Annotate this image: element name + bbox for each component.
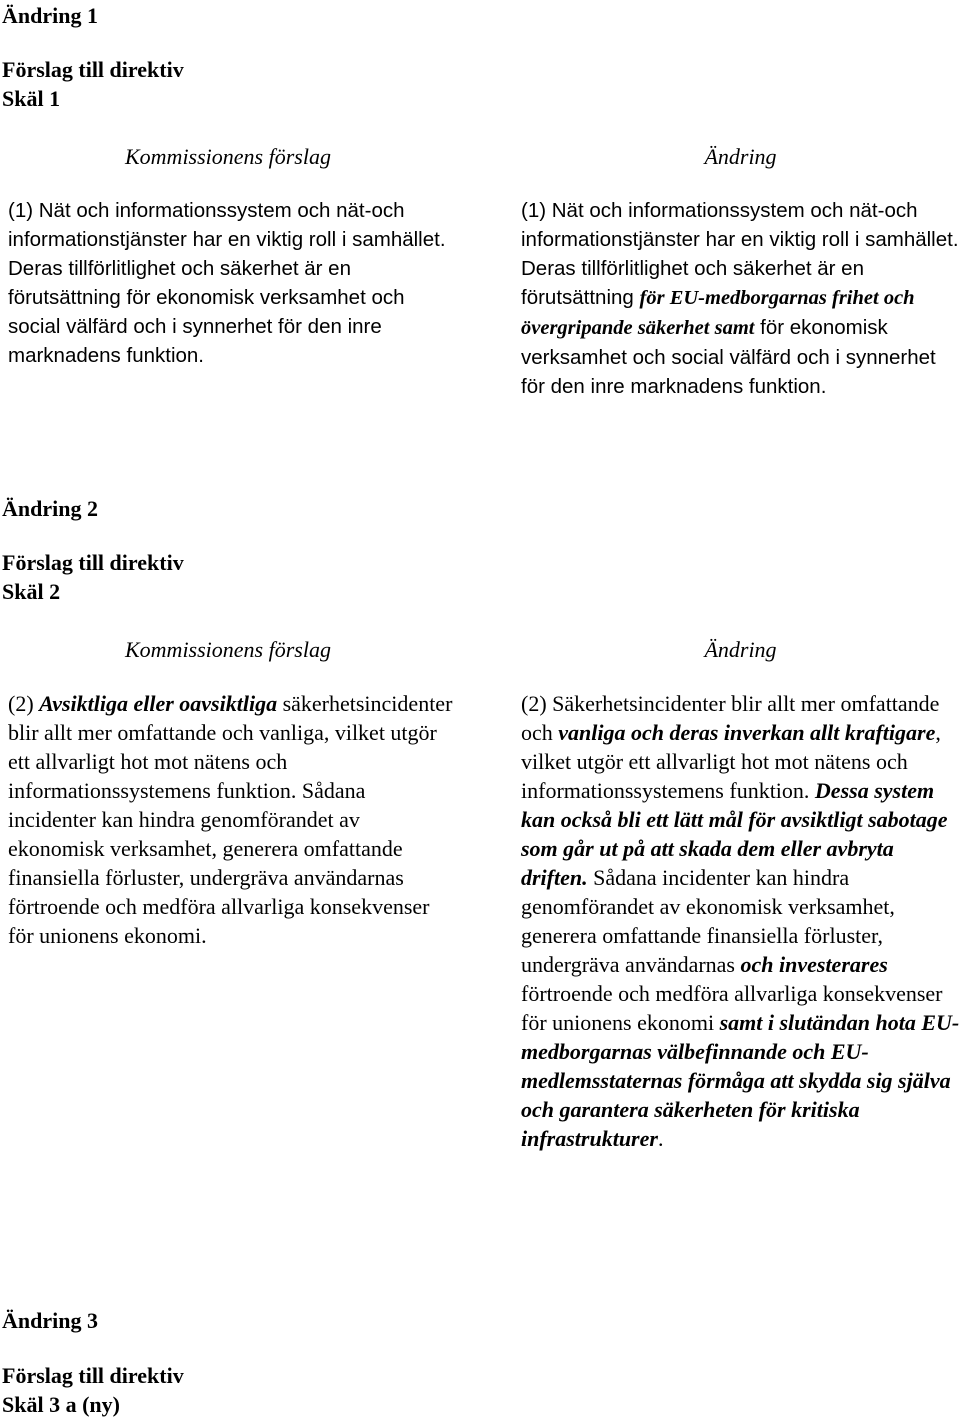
amendment-2-title: Ändring 2 [2,496,98,521]
amendment-1-recital-label: Skäl 1 [2,86,61,111]
amendment-3-proposal-label: Förslag till direktiv [2,1363,184,1388]
amendment-1-left-header: Kommissionens förslag [125,144,331,169]
amendment-1-right-part-3: för ekonomisk verksamhet och social välfärd och i synnerhet för den inre marknadens funktion. [521,316,936,398]
amendment-2-right-added-text-1: vanliga och deras inverkan allt kraftigare [558,720,936,745]
amendment-2-commission-text [8,689,458,950]
amendment-1-amendment-text [521,196,960,401]
amendment-3-title: Ändring 3 [2,1308,98,1333]
amendment-1-title: Ändring 1 [2,3,98,28]
amendment-1-commission-text: (1) Nät och informationssystem och nät-och informationstjänster har en viktig roll i samhället. Deras tillförlitlighet och säkerhet är en förutsättning för ekonomisk verksamhet och social välfärd och i synnerhet för den inre marknadens funktion. [8,199,446,367]
amendment-2-left-part-3: säkerhetsincidenter blir allt mer omfattande och vanliga, vilket utgör ett allvarligt hot mot nätens och informationssystemens funktion. Sådana incidenter kan hindra genomförandet av ekonomisk verksamhet, generera omfattande finansiella förluster, undergräva användarnas förtroende och medföra allvarliga konsekvenser för unionens ekonomi. [8,691,453,948]
amendment-1-right-part-1: (1) Nät och informationssystem och nät-och informationstjänster har en viktig roll i samhället. Deras tillförlitlighet och säkerhet är en förutsättning [521,199,959,309]
amendment-1-right-header: Ändring [704,144,777,169]
amendment-2-left-removed-text: Avsiktliga eller oavsiktliga [39,691,278,716]
amendment-3-recital-label: Skäl 3 a (ny) [2,1392,120,1417]
amendment-2-right-added-text-4: samt i slutändan hota EU-medborgarnas välbefinnande och EU-medlemsstaternas förmåga att skydda sig själva och garantera säkerheten för kritiska infrastrukturer [521,1010,960,1151]
amendment-2-right-part-9: . [657,1126,664,1151]
amendment-2-recital-label: Skäl 2 [2,579,61,604]
amendment-2-right-added-text-2: Dessa system kan också bli ett lätt mål för avsiktligt sabotage som går ut på att skada dem eller avbryta driften. [521,778,948,890]
amendment-2-right-part-5: Sådana incidenter kan hindra genomförandet av ekonomisk verksamhet, generera omfattande finansiella förluster, undergräva användarnas [521,865,895,977]
amendment-2-left-part-1: (2) [8,691,40,716]
amendment-2-right-part-3: , vilket utgör ett allvarligt hot mot nätens och informationssystemens funktion. [521,720,941,803]
amendment-2-right-added-text-3: och investerares [740,952,888,977]
amendment-1-right-added-text: för EU-medborgarnas frihet och övergripande säkerhet samt [521,287,915,339]
amendment-2-proposal-label: Förslag till direktiv [2,550,184,575]
amendment-2-amendment-text [521,689,960,1153]
amendment-2-right-part-1: (2) Säkerhetsincidenter blir allt mer omfattande och [521,691,940,745]
amendment-2-right-part-7: förtroende och medföra allvarliga konsekvenser för unionens ekonomi [521,981,943,1035]
amendment-2-right-header: Ändring [704,637,777,662]
amendment-2-left-header: Kommissionens förslag [125,637,331,662]
amendment-1-proposal-label: Förslag till direktiv [2,57,184,82]
